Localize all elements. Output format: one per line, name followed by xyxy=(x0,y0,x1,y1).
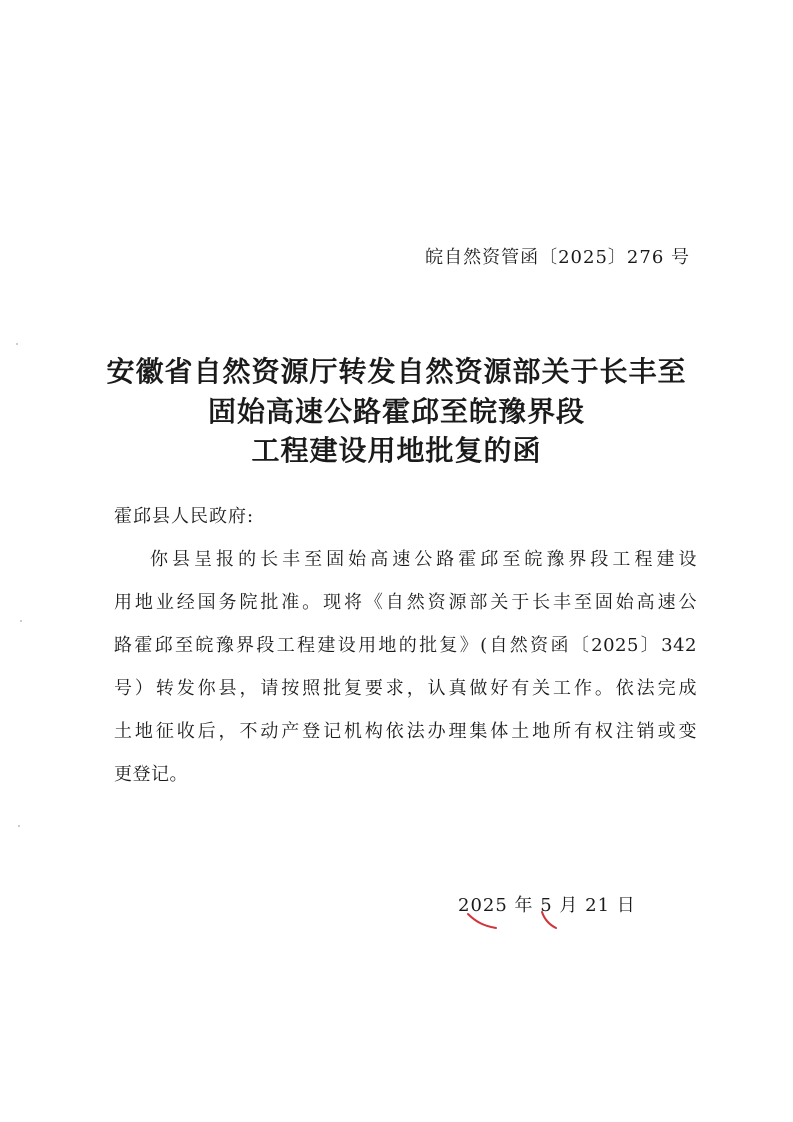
body-line-5: 土地征收后，不动产登记机构依法办理集体土地所有权注销或变 xyxy=(114,721,697,742)
document-date: 2025 年 5 月 21 日 xyxy=(458,895,636,916)
document-title-line-1: 安徽省自然资源厅转发自然资源部关于长丰至 xyxy=(106,355,687,388)
document-title-line-2: 固始高速公路霍邱至皖豫界段 xyxy=(207,395,585,428)
body-line-4: 号）转发你县，请按照批复要求，认真做好有关工作。依法完成 xyxy=(114,678,697,699)
body-line-6: 更登记。 xyxy=(114,764,188,785)
document-number: 皖自然资管函〔2025〕276 号 xyxy=(425,247,690,268)
scan-artifact xyxy=(20,620,22,622)
salutation: 霍邱县人民政府: xyxy=(114,506,255,527)
body-line-2: 用地业经国务院批准。现将《自然资源部关于长丰至固始高速公 xyxy=(114,592,697,613)
body-line-1: 你县呈报的长丰至固始高速公路霍邱至皖豫界段工程建设 xyxy=(150,549,697,570)
body-line-3: 路霍邱至皖豫界段工程建设用地的批复》(自然资函〔2025〕342 xyxy=(114,635,697,656)
scan-artifact xyxy=(16,343,18,345)
scan-artifact xyxy=(18,825,20,827)
document-title-line-3: 工程建设用地批复的函 xyxy=(251,434,542,467)
